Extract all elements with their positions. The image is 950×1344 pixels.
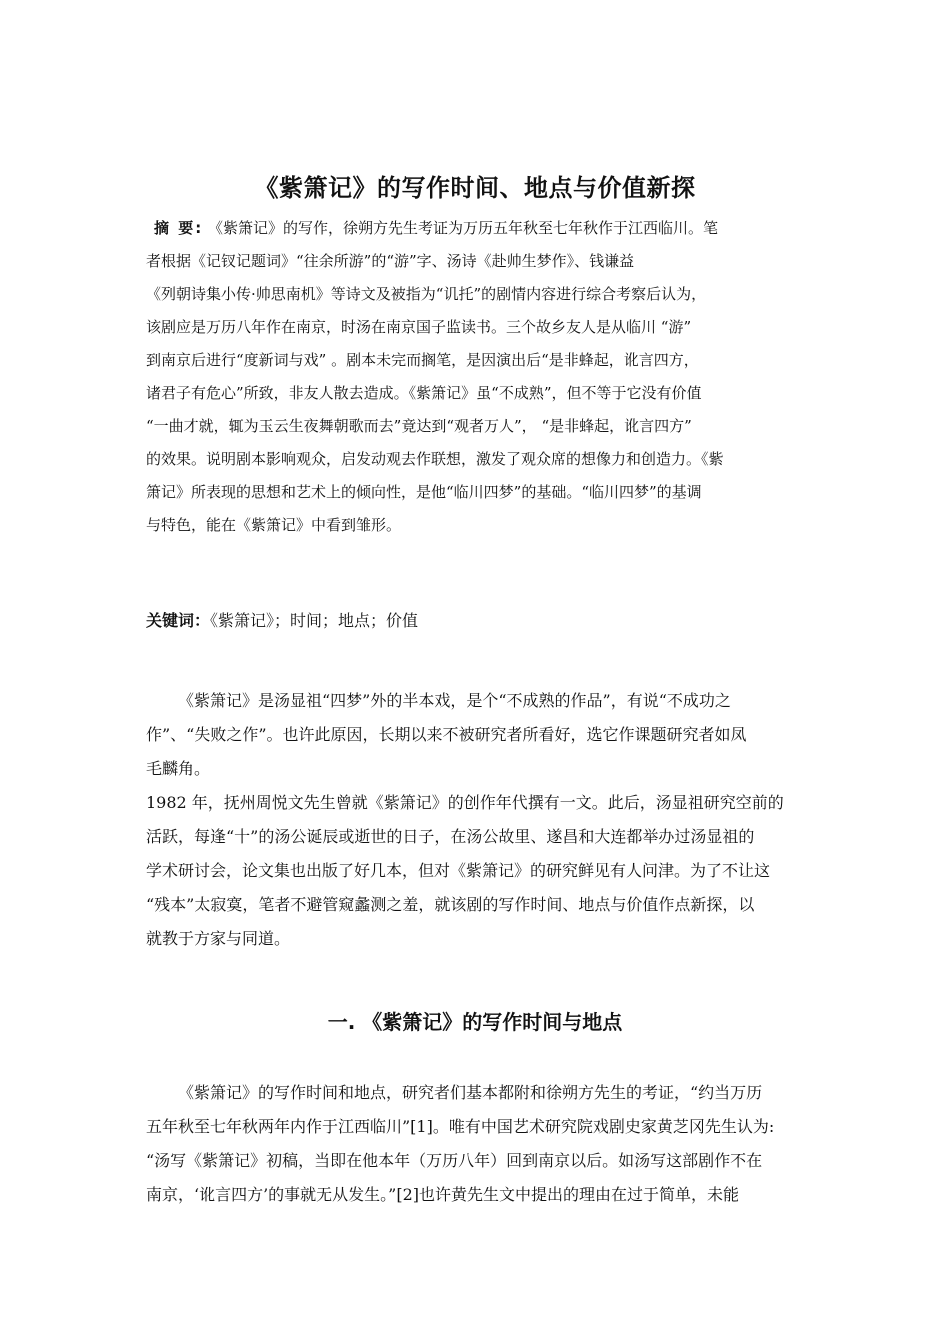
- abstract-label: 摘 要:: [154, 219, 204, 237]
- paragraph-line: 《紫箫记》的写作时间和地点，研究者们基本都附和徐朔方先生的考证，“约当万历: [178, 1083, 763, 1102]
- abstract-line: 到南京后进行“度新词与戏” 。剧本未完而搁笔，是因演出后“是非蜂起，讹言四方，: [146, 351, 699, 369]
- abstract-line: 箫记》所表现的思想和艺术上的倾向性，是他“临川四梦”的基础。“临川四梦”的基调: [146, 483, 702, 501]
- keywords-label: 关键词：: [146, 611, 211, 630]
- paragraph-line: “汤写《紫箫记》初稿，当即在他本年（万历八年）回到南京以后。如汤写这部剧作不在: [146, 1151, 763, 1170]
- abstract-line: 《列朝诗集小传·帅思南机》等诗文及被指为“讥托”的剧情内容进行综合考察后认为，: [146, 285, 707, 303]
- paragraph-line: 毛麟角。: [146, 759, 211, 778]
- abstract-line: “一曲才就，辄为玉云生夜舞朝歌而去”竟达到“观者万人”， “是非蜂起，讹言四方”: [146, 417, 692, 435]
- intro-paragraph-2: [146, 786, 810, 956]
- abstract-line: [146, 212, 810, 245]
- paragraph-line: 学术研讨会，论文集也出版了好几本，但对《紫箫记》的研究鲜见有人问津。为了不让这: [146, 861, 771, 880]
- abstract: [146, 212, 810, 542]
- paragraph-line: 南京，‘讹言四方’的事就无从发生。”[2]也许黄先生文中提出的理由在过于简单，未能: [146, 1185, 740, 1204]
- paragraph-line: 活跃，每逢“十”的汤公诞辰或逝世的日子，在汤公故里、遂昌和大连都举办过汤显祖的: [146, 827, 755, 846]
- section1-paragraph: [146, 1076, 810, 1212]
- intro-paragraph-1: [146, 684, 810, 786]
- abstract-line: 该剧应是万历八年作在南京，时汤在南京国子监读书。三个故乡友人是从临川 “游”: [146, 318, 692, 336]
- paragraph-line: “残本”太寂寞，笔者不避管窥蠡测之羞，就该剧的写作时间、地点与价值作点新探，以: [146, 895, 755, 914]
- page-title: 《紫箫记》的写作时间、地点与价值新探: [254, 174, 696, 202]
- abstract-line: 者根据《记钗记题词》“往余所游”的“游”字、汤诗《赴帅生梦作》、钱谦益: [146, 252, 635, 270]
- paragraph-line: 五年秋至七年秋两年内作于江西临川”[1]。唯有中国艺术研究院戏剧史家黄芝冈先生认为:: [146, 1117, 775, 1136]
- abstract-text: 《紫箫记》的写作，徐朔方先生考证为万历五年秋至七年秋作于江西临川。笔: [208, 219, 719, 237]
- keywords: [146, 608, 418, 631]
- paragraph-line: 1982 年，抚州周悦文先生曾就《紫箫记》的创作年代撰有一文。此后，汤显祖研究空前的: [146, 793, 784, 812]
- abstract-line: 的效果。说明剧本影响观众，启发动观去作联想，激发了观众席的想像力和创造力。《紫: [146, 450, 724, 468]
- section-heading: 一. 《紫箫记》的写作时间与地点: [327, 1010, 623, 1034]
- paragraph-line: 作”、“失败之作”。也许此原因，长期以来不被研究者所看好，选它作课题研究者如凤: [146, 725, 747, 744]
- paragraph-line: 《紫箫记》是汤显祖“四梦”外的半本戏，是个“不成熟的作品”，有说“不成功之: [178, 691, 731, 710]
- abstract-line: 与特色，能在《紫箫记》中看到雏形。: [146, 516, 402, 534]
- abstract-line: 诸君子有危心”所致，非友人散去造成。《紫箫记》虽“不成熟”，但不等于它没有价值: [146, 384, 702, 402]
- keywords-text: 《紫箫记》；时间；地点；价值: [210, 611, 419, 630]
- paragraph-line: 就教于方家与同道。: [146, 929, 291, 948]
